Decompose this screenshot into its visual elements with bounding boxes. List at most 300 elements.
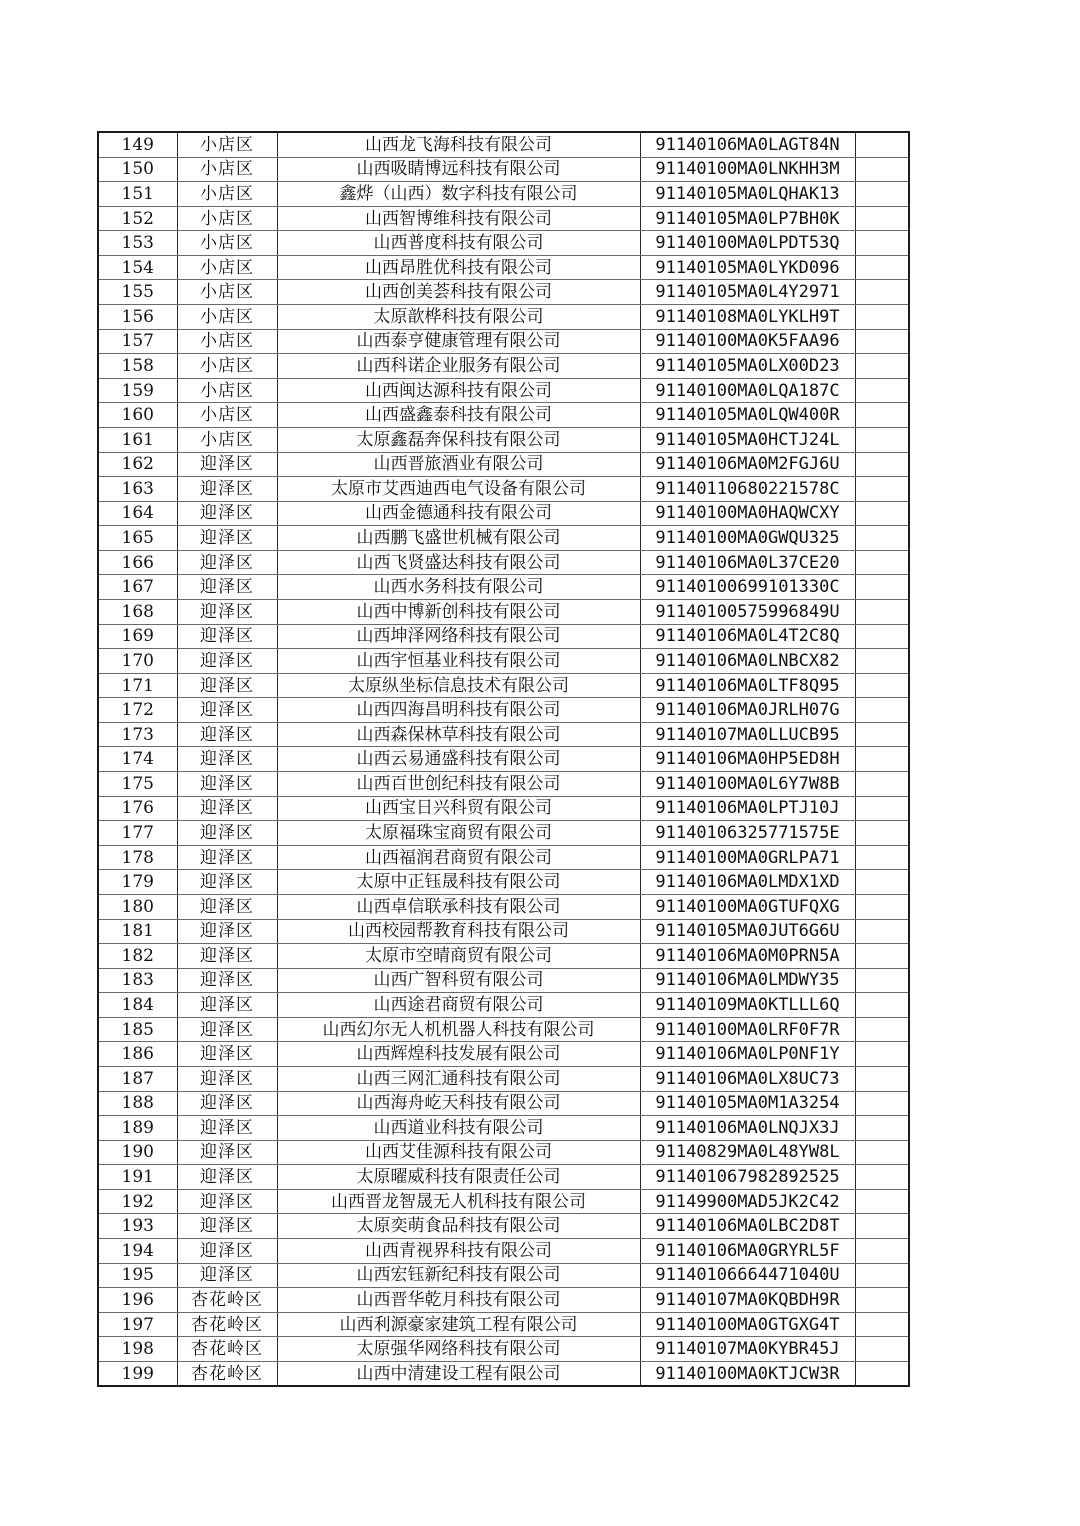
- row-number: 154: [98, 255, 177, 280]
- district-cell: 迎泽区: [177, 1066, 277, 1091]
- extra-cell: [855, 1239, 909, 1264]
- credit-code-cell: 91140105MA0LX00D23: [640, 354, 855, 379]
- row-number: 186: [98, 1042, 177, 1067]
- district-cell: 小店区: [177, 378, 277, 403]
- row-number: 161: [98, 427, 177, 452]
- credit-code-cell: 91140105MA0JUT6G6U: [640, 919, 855, 944]
- credit-code-cell: 91140100MA0K5FAA96: [640, 329, 855, 354]
- extra-cell: [855, 722, 909, 747]
- row-number: 163: [98, 477, 177, 502]
- extra-cell: [855, 772, 909, 797]
- extra-cell: [855, 993, 909, 1018]
- district-cell: 迎泽区: [177, 870, 277, 895]
- table-row: [98, 1239, 909, 1264]
- row-number: 162: [98, 452, 177, 477]
- company-name-cell: 山西科诺企业服务有限公司: [277, 354, 640, 379]
- table-row: [98, 599, 909, 624]
- district-cell: 迎泽区: [177, 821, 277, 846]
- extra-cell: [855, 550, 909, 575]
- company-name-cell: 山西道业科技有限公司: [277, 1116, 640, 1141]
- company-name-cell: 山西四海昌明科技有限公司: [277, 698, 640, 723]
- company-name-cell: 太原市空晴商贸有限公司: [277, 944, 640, 969]
- extra-cell: [855, 919, 909, 944]
- district-cell: 迎泽区: [177, 1091, 277, 1116]
- company-name-cell: 太原奕萌食品科技有限公司: [277, 1214, 640, 1239]
- credit-code-cell: 91140105MA0LP7BH0K: [640, 206, 855, 231]
- district-cell: 杏花岭区: [177, 1312, 277, 1337]
- table-row: [98, 1066, 909, 1091]
- extra-cell: [855, 1116, 909, 1141]
- company-name-cell: 山西晋华乾月科技有限公司: [277, 1288, 640, 1313]
- district-cell: 杏花岭区: [177, 1337, 277, 1362]
- extra-cell: [855, 206, 909, 231]
- extra-cell: [855, 378, 909, 403]
- table-row: [98, 378, 909, 403]
- district-cell: 迎泽区: [177, 1214, 277, 1239]
- table-row: [98, 722, 909, 747]
- company-name-cell: 山西辉煌科技发展有限公司: [277, 1042, 640, 1067]
- table-row: [98, 1288, 909, 1313]
- extra-cell: [855, 624, 909, 649]
- row-number: 149: [98, 132, 177, 157]
- table-row: [98, 944, 909, 969]
- district-cell: 小店区: [177, 206, 277, 231]
- table-row: [98, 354, 909, 379]
- credit-code-cell: 91140100MA0LQA187C: [640, 378, 855, 403]
- company-name-cell: 山西飞贤盛达科技有限公司: [277, 550, 640, 575]
- company-name-cell: 山西海舟屹天科技有限公司: [277, 1091, 640, 1116]
- extra-cell: [855, 870, 909, 895]
- credit-code-cell: 91140106MA0GRYRL5F: [640, 1239, 855, 1264]
- row-number: 179: [98, 870, 177, 895]
- extra-cell: [855, 1140, 909, 1165]
- row-number: 169: [98, 624, 177, 649]
- company-name-cell: 太原市艾西迪西电气设备有限公司: [277, 477, 640, 502]
- row-number: 177: [98, 821, 177, 846]
- table-row: [98, 280, 909, 305]
- extra-cell: [855, 477, 909, 502]
- row-number: 199: [98, 1361, 177, 1386]
- company-name-cell: 山西泰亨健康管理有限公司: [277, 329, 640, 354]
- credit-code-cell: 91140106MA0LTF8Q95: [640, 673, 855, 698]
- extra-cell: [855, 255, 909, 280]
- district-cell: 小店区: [177, 354, 277, 379]
- company-name-cell: 山西宇恒基业科技有限公司: [277, 649, 640, 674]
- district-cell: 迎泽区: [177, 599, 277, 624]
- row-number: 153: [98, 231, 177, 256]
- extra-cell: [855, 1165, 909, 1190]
- row-number: 195: [98, 1263, 177, 1288]
- company-name-cell: 山西青视界科技有限公司: [277, 1239, 640, 1264]
- row-number: 194: [98, 1239, 177, 1264]
- company-name-cell: 山西云易通盛科技有限公司: [277, 747, 640, 772]
- credit-code-cell: 91140106MA0LAGT84N: [640, 132, 855, 157]
- extra-cell: [855, 1091, 909, 1116]
- company-name-cell: 山西盛鑫泰科技有限公司: [277, 403, 640, 428]
- credit-code-cell: 91140105MA0HCTJ24L: [640, 427, 855, 452]
- extra-cell: [855, 157, 909, 182]
- extra-cell: [855, 231, 909, 256]
- company-name-cell: 山西福润君商贸有限公司: [277, 845, 640, 870]
- table-row: [98, 477, 909, 502]
- table-row: [98, 452, 909, 477]
- credit-code-cell: 91140100699101330C: [640, 575, 855, 600]
- row-number: 170: [98, 649, 177, 674]
- row-number: 193: [98, 1214, 177, 1239]
- credit-code-cell: 91140100MA0HAQWCXY: [640, 501, 855, 526]
- table-row: [98, 845, 909, 870]
- table-row: [98, 649, 909, 674]
- district-cell: 小店区: [177, 280, 277, 305]
- district-cell: 迎泽区: [177, 550, 277, 575]
- company-name-cell: 山西鹏飞盛世机械有限公司: [277, 526, 640, 551]
- extra-cell: [855, 132, 909, 157]
- district-cell: 杏花岭区: [177, 1361, 277, 1386]
- row-number: 182: [98, 944, 177, 969]
- company-name-cell: 山西坤泽网络科技有限公司: [277, 624, 640, 649]
- credit-code-cell: 91140100MA0GTGXG4T: [640, 1312, 855, 1337]
- district-cell: 迎泽区: [177, 526, 277, 551]
- company-name-cell: 山西晋旅酒业有限公司: [277, 452, 640, 477]
- row-number: 175: [98, 772, 177, 797]
- district-cell: 迎泽区: [177, 894, 277, 919]
- credit-code-cell: 91149900MAD5JK2C42: [640, 1189, 855, 1214]
- table-row: [98, 1263, 909, 1288]
- company-name-cell: 山西途君商贸有限公司: [277, 993, 640, 1018]
- district-cell: 迎泽区: [177, 1189, 277, 1214]
- district-cell: 迎泽区: [177, 673, 277, 698]
- row-number: 191: [98, 1165, 177, 1190]
- extra-cell: [855, 698, 909, 723]
- row-number: 184: [98, 993, 177, 1018]
- extra-cell: [855, 354, 909, 379]
- company-name-cell: 太原福珠宝商贸有限公司: [277, 821, 640, 846]
- company-name-cell: 山西宝日兴科贸有限公司: [277, 796, 640, 821]
- credit-code-cell: 91140105MA0LQHAK13: [640, 182, 855, 207]
- company-name-cell: 山西校园帮教育科技有限公司: [277, 919, 640, 944]
- extra-cell: [855, 1066, 909, 1091]
- company-name-cell: 山西昂胜优科技有限公司: [277, 255, 640, 280]
- row-number: 172: [98, 698, 177, 723]
- district-cell: 小店区: [177, 305, 277, 330]
- district-cell: 小店区: [177, 157, 277, 182]
- credit-code-cell: 91140106MA0L4T2C8Q: [640, 624, 855, 649]
- row-number: 180: [98, 894, 177, 919]
- table-row: [98, 550, 909, 575]
- district-cell: 迎泽区: [177, 477, 277, 502]
- row-number: 158: [98, 354, 177, 379]
- company-name-cell: 山西晋龙智晟无人机科技有限公司: [277, 1189, 640, 1214]
- credit-code-cell: 91140105MA0LYKD096: [640, 255, 855, 280]
- credit-code-cell: 91140106MA0LMDWY35: [640, 968, 855, 993]
- table-row: [98, 1017, 909, 1042]
- table-row: [98, 1165, 909, 1190]
- credit-code-cell: 91140100MA0GTUFQXG: [640, 894, 855, 919]
- extra-cell: [855, 280, 909, 305]
- district-cell: 迎泽区: [177, 845, 277, 870]
- district-cell: 小店区: [177, 427, 277, 452]
- district-cell: 迎泽区: [177, 944, 277, 969]
- district-cell: 小店区: [177, 403, 277, 428]
- credit-code-cell: 91140829MA0L48YW8L: [640, 1140, 855, 1165]
- district-cell: 迎泽区: [177, 747, 277, 772]
- district-cell: 迎泽区: [177, 452, 277, 477]
- table-row: [98, 255, 909, 280]
- table-row: [98, 526, 909, 551]
- row-number: 151: [98, 182, 177, 207]
- credit-code-cell: 91140106MA0LNBCX82: [640, 649, 855, 674]
- credit-code-cell: 91140108MA0LYKLH9T: [640, 305, 855, 330]
- credit-code-cell: 91140105MA0LQW400R: [640, 403, 855, 428]
- row-number: 167: [98, 575, 177, 600]
- district-cell: 迎泽区: [177, 649, 277, 674]
- extra-cell: [855, 845, 909, 870]
- extra-cell: [855, 1312, 909, 1337]
- table-row: [98, 870, 909, 895]
- credit-code-cell: 91140106MA0HP5ED8H: [640, 747, 855, 772]
- table-row: [98, 132, 909, 157]
- row-number: 178: [98, 845, 177, 870]
- row-number: 176: [98, 796, 177, 821]
- extra-cell: [855, 1288, 909, 1313]
- company-name-cell: 山西水务科技有限公司: [277, 575, 640, 600]
- credit-code-cell: 91140106MA0LBC2D8T: [640, 1214, 855, 1239]
- row-number: 174: [98, 747, 177, 772]
- table-row: [98, 624, 909, 649]
- table-row: [98, 157, 909, 182]
- credit-code-cell: 91140100MA0LRF0F7R: [640, 1017, 855, 1042]
- district-cell: 迎泽区: [177, 919, 277, 944]
- table-row: [98, 919, 909, 944]
- row-number: 156: [98, 305, 177, 330]
- extra-cell: [855, 526, 909, 551]
- table-row: [98, 993, 909, 1018]
- company-name-cell: 山西创美荟科技有限公司: [277, 280, 640, 305]
- credit-code-cell: 91140100MA0KTJCW3R: [640, 1361, 855, 1386]
- company-name-cell: 山西卓信联承科技有限公司: [277, 894, 640, 919]
- company-name-cell: 太原歆桦科技有限公司: [277, 305, 640, 330]
- district-cell: 迎泽区: [177, 772, 277, 797]
- extra-cell: [855, 1042, 909, 1067]
- credit-code-cell: 91140100MA0LPDT53Q: [640, 231, 855, 256]
- district-cell: 小店区: [177, 132, 277, 157]
- table-row: [98, 673, 909, 698]
- company-name-cell: 山西广智科贸有限公司: [277, 968, 640, 993]
- row-number: 166: [98, 550, 177, 575]
- credit-code-cell: 91140106MA0M2FGJ6U: [640, 452, 855, 477]
- district-cell: 迎泽区: [177, 501, 277, 526]
- company-name-cell: 山西艾佳源科技有限公司: [277, 1140, 640, 1165]
- row-number: 164: [98, 501, 177, 526]
- extra-cell: [855, 673, 909, 698]
- table-body: [98, 132, 909, 1386]
- extra-cell: [855, 821, 909, 846]
- row-number: 168: [98, 599, 177, 624]
- table-row: [98, 182, 909, 207]
- table-row: [98, 403, 909, 428]
- district-cell: 迎泽区: [177, 1116, 277, 1141]
- credit-code-cell: 91140100MA0GRLPA71: [640, 845, 855, 870]
- company-table: [97, 131, 910, 1387]
- row-number: 181: [98, 919, 177, 944]
- district-cell: 迎泽区: [177, 968, 277, 993]
- table-row: [98, 231, 909, 256]
- district-cell: 迎泽区: [177, 722, 277, 747]
- extra-cell: [855, 575, 909, 600]
- table-row: [98, 1361, 909, 1386]
- table-row: [98, 821, 909, 846]
- extra-cell: [855, 1337, 909, 1362]
- company-name-cell: 山西幻尔无人机机器人科技有限公司: [277, 1017, 640, 1042]
- credit-code-cell: 91140106MA0LP0NF1Y: [640, 1042, 855, 1067]
- credit-code-cell: 91140106MA0M0PRN5A: [640, 944, 855, 969]
- extra-cell: [855, 599, 909, 624]
- district-cell: 小店区: [177, 182, 277, 207]
- row-number: 157: [98, 329, 177, 354]
- row-number: 190: [98, 1140, 177, 1165]
- extra-cell: [855, 944, 909, 969]
- company-name-cell: 太原曜威科技有限责任公司: [277, 1165, 640, 1190]
- credit-code-cell: 91140106MA0L37CE20: [640, 550, 855, 575]
- extra-cell: [855, 1017, 909, 1042]
- extra-cell: [855, 1361, 909, 1386]
- company-name-cell: 山西森保林草科技有限公司: [277, 722, 640, 747]
- credit-code-cell: 91140106MA0LMDX1XD: [640, 870, 855, 895]
- extra-cell: [855, 427, 909, 452]
- district-cell: 迎泽区: [177, 1165, 277, 1190]
- table-row: [98, 329, 909, 354]
- credit-code-cell: 91140109MA0KTLLL6Q: [640, 993, 855, 1018]
- table-row: [98, 772, 909, 797]
- district-cell: 迎泽区: [177, 1263, 277, 1288]
- district-cell: 迎泽区: [177, 624, 277, 649]
- district-cell: 迎泽区: [177, 1017, 277, 1042]
- table-row: [98, 1337, 909, 1362]
- table-row: [98, 1091, 909, 1116]
- credit-code-cell: 91140106MA0JRLH07G: [640, 698, 855, 723]
- company-name-cell: 山西中博新创科技有限公司: [277, 599, 640, 624]
- credit-code-cell: 91140100575996849U: [640, 599, 855, 624]
- extra-cell: [855, 403, 909, 428]
- extra-cell: [855, 329, 909, 354]
- row-number: 171: [98, 673, 177, 698]
- district-cell: 小店区: [177, 329, 277, 354]
- district-cell: 迎泽区: [177, 1042, 277, 1067]
- table-row: [98, 968, 909, 993]
- row-number: 160: [98, 403, 177, 428]
- extra-cell: [855, 968, 909, 993]
- table-row: [98, 894, 909, 919]
- credit-code-cell: 91140106MA0LPTJ10J: [640, 796, 855, 821]
- district-cell: 迎泽区: [177, 1239, 277, 1264]
- table-row: [98, 1140, 909, 1165]
- table-row: [98, 1042, 909, 1067]
- company-name-cell: 山西龙飞海科技有限公司: [277, 132, 640, 157]
- table-row: [98, 747, 909, 772]
- district-cell: 迎泽区: [177, 796, 277, 821]
- credit-code-cell: 911401067982892525: [640, 1165, 855, 1190]
- company-name-cell: 山西普度科技有限公司: [277, 231, 640, 256]
- district-cell: 杏花岭区: [177, 1288, 277, 1313]
- table-row: [98, 575, 909, 600]
- extra-cell: [855, 452, 909, 477]
- table-row: [98, 796, 909, 821]
- company-name-cell: 太原中正钰晟科技有限公司: [277, 870, 640, 895]
- table-row: [98, 1312, 909, 1337]
- extra-cell: [855, 894, 909, 919]
- company-name-cell: 山西利源豪家建筑工程有限公司: [277, 1312, 640, 1337]
- credit-code-cell: 91140110680221578C: [640, 477, 855, 502]
- district-cell: 小店区: [177, 231, 277, 256]
- row-number: 198: [98, 1337, 177, 1362]
- table-row: [98, 1116, 909, 1141]
- company-name-cell: 山西智博维科技有限公司: [277, 206, 640, 231]
- company-name-cell: 山西中清建设工程有限公司: [277, 1361, 640, 1386]
- credit-code-cell: 91140106MA0LNQJX3J: [640, 1116, 855, 1141]
- row-number: 152: [98, 206, 177, 231]
- credit-code-cell: 91140107MA0KQBDH9R: [640, 1288, 855, 1313]
- row-number: 196: [98, 1288, 177, 1313]
- credit-code-cell: 91140100MA0GWQU325: [640, 526, 855, 551]
- company-name-cell: 山西金德通科技有限公司: [277, 501, 640, 526]
- district-cell: 迎泽区: [177, 1140, 277, 1165]
- company-name-cell: 鑫烨（山西）数字科技有限公司: [277, 182, 640, 207]
- row-number: 183: [98, 968, 177, 993]
- row-number: 187: [98, 1066, 177, 1091]
- credit-code-cell: 91140107MA0LLUCB95: [640, 722, 855, 747]
- extra-cell: [855, 182, 909, 207]
- company-name-cell: 太原鑫磊奔保科技有限公司: [277, 427, 640, 452]
- row-number: 155: [98, 280, 177, 305]
- district-cell: 迎泽区: [177, 575, 277, 600]
- table-row: [98, 427, 909, 452]
- row-number: 173: [98, 722, 177, 747]
- company-name-cell: 太原纵坐标信息技术有限公司: [277, 673, 640, 698]
- table-row: [98, 1189, 909, 1214]
- extra-cell: [855, 305, 909, 330]
- row-number: 159: [98, 378, 177, 403]
- table-row: [98, 698, 909, 723]
- extra-cell: [855, 747, 909, 772]
- row-number: 165: [98, 526, 177, 551]
- company-name-cell: 山西宏钰新纪科技有限公司: [277, 1263, 640, 1288]
- extra-cell: [855, 796, 909, 821]
- credit-code-cell: 91140100MA0L6Y7W8B: [640, 772, 855, 797]
- table-row: [98, 305, 909, 330]
- company-name-cell: 太原强华网络科技有限公司: [277, 1337, 640, 1362]
- row-number: 189: [98, 1116, 177, 1141]
- district-cell: 迎泽区: [177, 993, 277, 1018]
- credit-code-cell: 91140105MA0M1A3254: [640, 1091, 855, 1116]
- company-name-cell: 山西闽达源科技有限公司: [277, 378, 640, 403]
- table-row: [98, 501, 909, 526]
- company-name-cell: 山西三网汇通科技有限公司: [277, 1066, 640, 1091]
- extra-cell: [855, 501, 909, 526]
- row-number: 192: [98, 1189, 177, 1214]
- table-row: [98, 1214, 909, 1239]
- extra-cell: [855, 1263, 909, 1288]
- company-name-cell: 山西吸睛博远科技有限公司: [277, 157, 640, 182]
- district-cell: 迎泽区: [177, 698, 277, 723]
- table-row: [98, 206, 909, 231]
- row-number: 150: [98, 157, 177, 182]
- credit-code-cell: 91140107MA0KYBR45J: [640, 1337, 855, 1362]
- district-cell: 小店区: [177, 255, 277, 280]
- credit-code-cell: 91140106325771575E: [640, 821, 855, 846]
- row-number: 185: [98, 1017, 177, 1042]
- credit-code-cell: 91140106MA0LX8UC73: [640, 1066, 855, 1091]
- row-number: 188: [98, 1091, 177, 1116]
